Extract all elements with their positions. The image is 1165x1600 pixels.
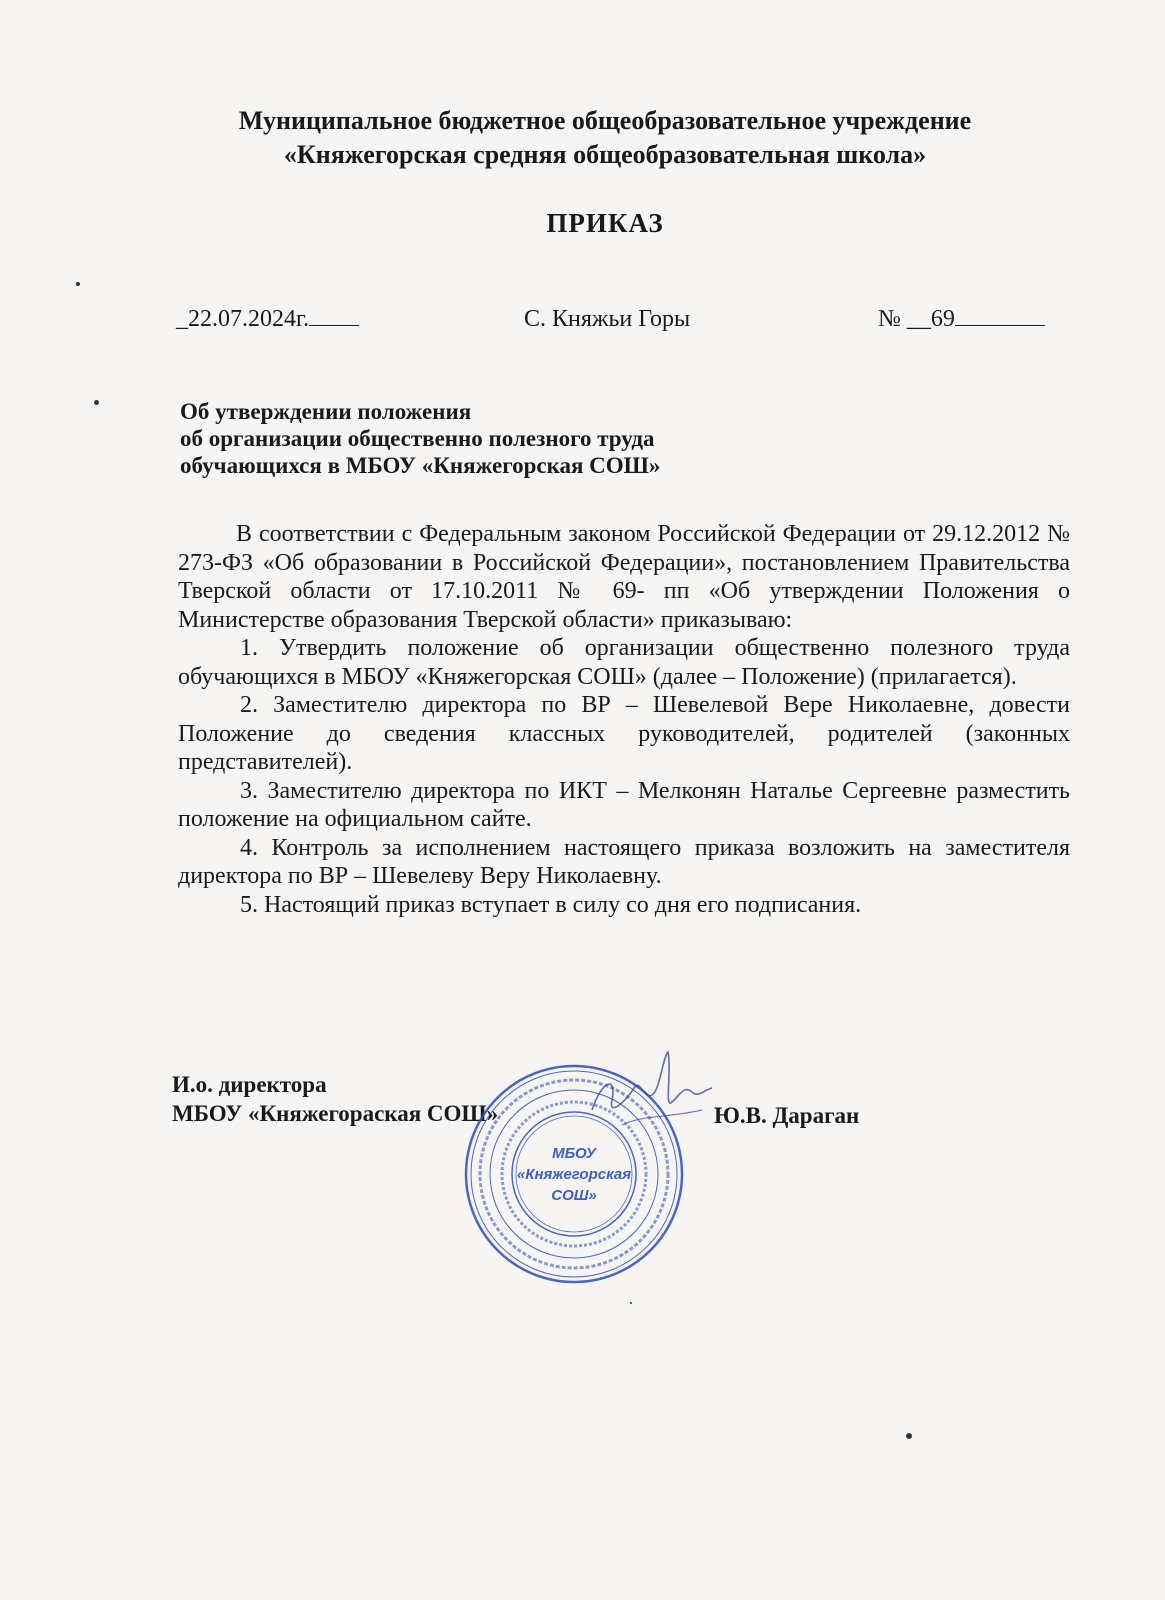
order-item-5: 5. Настоящий приказ вступает в силу со дня его подписания. <box>240 891 862 918</box>
stamp-center-line-2: «Княжегорская <box>516 1166 632 1183</box>
order-item-3: 3. Заместителю директора по ИКТ – Мелконян Наталье Сергеевне разместить положение на официальном сайте. <box>178 777 1070 832</box>
number-underline <box>955 307 1045 326</box>
signatory-position-line-1: И.о. директора <box>172 1072 327 1097</box>
stamp-center-line-1: МБОУ <box>552 1145 596 1162</box>
header-line-2: «Княжегорская средняя общеобразовательная школа» <box>283 140 927 169</box>
order-subject <box>180 398 660 479</box>
order-body <box>178 520 1070 919</box>
order-number <box>878 306 1045 333</box>
scan-speck <box>906 1433 912 1439</box>
handwritten-signature <box>572 1040 722 1140</box>
signatory-position <box>172 1070 498 1128</box>
order-place: С. Княжьи Горы <box>524 306 691 332</box>
order-date-value: _22.07.2024г. <box>176 306 310 332</box>
header-line-1: Муниципальное бюджетное общеобразовательное учреждение <box>238 106 972 135</box>
scan-speck <box>630 1302 632 1304</box>
organization-header <box>150 104 1060 172</box>
order-item-2: 2. Заместителю директора по ВР – Шевелевой Вере Николаевне, довести Положение до сведения классных руководителей, родителей (законных представителей). <box>178 692 1070 775</box>
scan-speck <box>94 400 99 405</box>
order-date <box>176 306 359 333</box>
subject-line-1: Об утверждении положения <box>180 399 472 424</box>
date-underline <box>309 307 359 326</box>
order-number-value: 69 <box>930 306 955 332</box>
order-item-4: 4. Контроль за исполнением настоящего приказа возложить на заместителя директора по ВР – Шевелеву Веру Николаевну. <box>178 834 1070 889</box>
document-title: ПРИКАЗ <box>546 208 664 238</box>
order-item-1: 1. Утвердить положение об организации общественно полезного труда обучающихся в МБОУ «Княжегорская СОШ» (далее – Положение) (прилагается). <box>178 635 1070 690</box>
subject-line-3: обучающихся в МБОУ «Княжегорская СОШ» <box>180 453 661 478</box>
preamble-paragraph: В соответствии с Федеральным законом Российской Федерации от 29.12.2012 № 273-ФЗ «Об образовании в Российской Федерации», постановлением Правительства Тверской области от 17.10.2011 № 69- пп «Об утверждении Положения о Министерстве образования Тверской области» приказываю: <box>178 521 1070 633</box>
order-number-prefix: № __ <box>878 306 931 332</box>
stamp-center-line-3: СОШ» <box>551 1187 597 1204</box>
signatory-name: Ю.В. Дараган <box>714 1103 860 1128</box>
scan-speck <box>76 282 80 286</box>
subject-line-2: об организации общественно полезного труда <box>180 426 655 451</box>
signatory-position-line-2: МБОУ «Княжегораская СОШ» <box>172 1101 499 1126</box>
